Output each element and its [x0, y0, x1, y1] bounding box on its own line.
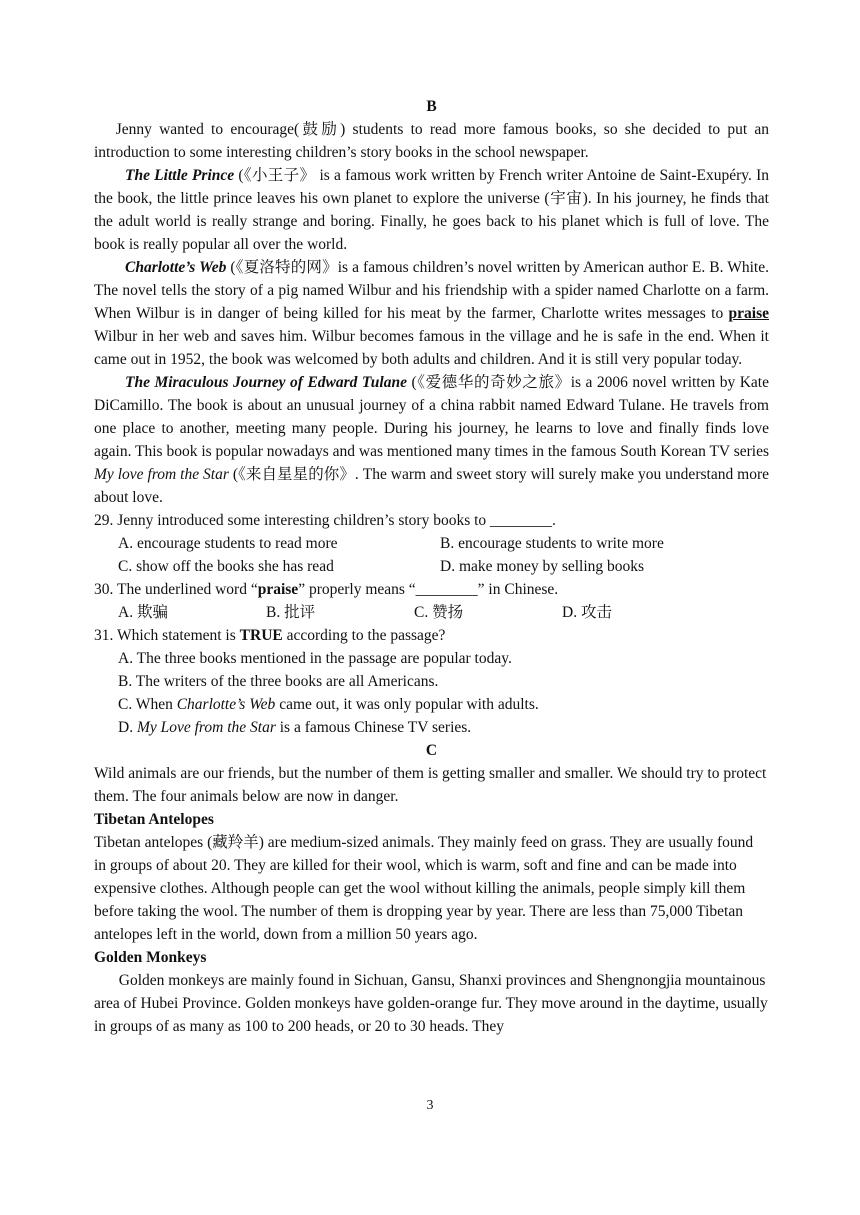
- animal-text-tibetan-antelopes: Tibetan antelopes (藏羚羊) are medium-sized animals. They mainly feed on grass. They are usually found in groups of about 20. They are killed for their wool, which is warm, soft and fine and can be made into expensive clothes. Although people can get the wool without killing the animals, people simply kill them before taking the wool. The number of them is dropping year by year. There are less than 75,000 Tibetan antelopes left in the world, down from a million 50 years ago.: [94, 834, 754, 943]
- book-text-charlottes-web-b: Wilbur in her web and saves him. Wilbur becomes famous in the village and he is safe in the end. When it came out in 1952, the book was welcomed by both adults and children. And it is still very popular today.: [94, 328, 769, 368]
- question-30-word: praise: [257, 581, 299, 598]
- book-title-charlottes-web: Charlotte’s Web: [125, 259, 227, 276]
- question-30-options: [94, 601, 769, 624]
- question-31-option-b: B. The writers of the three books are all Americans.: [118, 673, 439, 690]
- question-31-stem: [94, 624, 769, 647]
- book-text-edward-tulane-a: (《爱德华的奇妙之旅》is a 2006 novel written by Kate DiCamillo. The book is about an unusual journey of a china rabbit named Edward Tulane. He travels from one place to another, meeting many people. During his journey, he learns to love and finally finds love again. This book is popular nowadays and was mentioned many times in the famous South Korean TV series: [94, 374, 769, 460]
- tv-series-title: My love from the Star: [94, 466, 229, 483]
- question-29-options-row-2: [94, 555, 769, 578]
- section-c-intro: Wild animals are our friends, but the number of them is getting smaller and smaller. We should try to protect them. The four animals below are now in danger.: [94, 765, 767, 805]
- book-text-edward-tulane-b: (《来自星星的你》. The warm and sweet story will surely make you understand more about love.: [94, 466, 769, 506]
- question-30-stem-b: ” properly means “________” in Chinese.: [298, 581, 559, 598]
- book-text-little-prince: (《小王子》 is a famous work written by French writer Antoine de Saint-Exupéry. In the book, the little prince leaves his own planet to explore the universe (宇宙). In his journey, he finds that the adult world is really strange and boring. Finally, he goes back to his planet which is full of love. The book is really popular all over the world.: [94, 167, 770, 253]
- book-title-edward-tulane: The Miraculous Journey of Edward Tulane: [125, 374, 407, 391]
- book-title-little-prince: The Little Prince: [125, 167, 235, 184]
- section-b-intro: Jenny wanted to encourage(鼓励) students to read more famous books, so she decided to put an introduction to some interesting children’s story books in the school newspaper.: [94, 121, 769, 161]
- question-29-option-a: A. encourage students to read more: [118, 535, 338, 552]
- question-31-option-c: [94, 693, 769, 716]
- animal-heading-golden-monkeys: Golden Monkeys: [94, 949, 207, 966]
- animal-heading-tibetan-antelopes: Tibetan Antelopes: [94, 811, 214, 828]
- question-30-option-c: C. 赞扬: [414, 604, 464, 621]
- question-31-stem-b: according to the passage?: [282, 627, 446, 644]
- question-31-option-d-b: is a famous Chinese TV series.: [275, 719, 472, 736]
- page-content: [94, 95, 769, 1038]
- question-31-option-d: [94, 716, 769, 739]
- question-31-option-d-a: D.: [118, 719, 137, 736]
- question-31-option-c-title: Charlotte’s Web: [176, 696, 276, 713]
- book-paragraph-edward-tulane: [94, 371, 769, 509]
- question-29-option-c: C. show off the books she has read: [118, 558, 334, 575]
- question-29-option-b: B. encourage students to write more: [440, 535, 664, 552]
- question-31-true: TRUE: [239, 627, 283, 644]
- book-paragraph-charlottes-web: [94, 256, 769, 371]
- question-30-option-a: A. 欺骗: [118, 604, 168, 621]
- question-31-option-a: A. The three books mentioned in the passage are popular today.: [118, 650, 512, 667]
- question-31-option-d-title: My Love from the Star: [136, 719, 276, 736]
- question-31-stem-a: 31. Which statement is: [94, 627, 240, 644]
- section-b-heading: B: [426, 98, 437, 115]
- question-31-option-c-b: came out, it was only popular with adults.: [275, 696, 539, 713]
- question-30-option-b: B. 批评: [266, 604, 316, 621]
- question-31-option-c-a: C. When: [118, 696, 177, 713]
- question-29-stem: 29. Jenny introduced some interesting children’s story books to ________.: [94, 512, 556, 529]
- page-number: 3: [426, 1098, 434, 1113]
- section-c-heading: C: [425, 742, 438, 759]
- underlined-word-praise: praise: [728, 305, 769, 322]
- book-text-charlottes-web-a: (《夏洛特的网》is a famous children’s novel written by American author E. B. White. The novel tells the story of a pig named Wilbur and his friendship with a spider named Charlotte on a farm. When Wilbur is in danger of being killed for his meat by the farmer, Charlotte writes messages to: [94, 259, 769, 322]
- book-paragraph-little-prince: [94, 164, 769, 256]
- question-29-options-row-1: [94, 532, 769, 555]
- question-29-option-d: D. make money by selling books: [440, 558, 645, 575]
- question-30-stem-a: 30. The underlined word “: [94, 581, 258, 598]
- animal-text-golden-monkeys: Golden monkeys are mainly found in Sichuan, Gansu, Shanxi provinces and Shengnongjia mountainous area of Hubei Province. Golden monkeys have golden-orange fur. They move around in the daytime, usually in groups of as many as 100 to 200 heads, or 20 to 30 heads. They: [94, 972, 768, 1035]
- question-30-stem: [94, 578, 769, 601]
- question-30-option-d: D. 攻击: [562, 604, 612, 621]
